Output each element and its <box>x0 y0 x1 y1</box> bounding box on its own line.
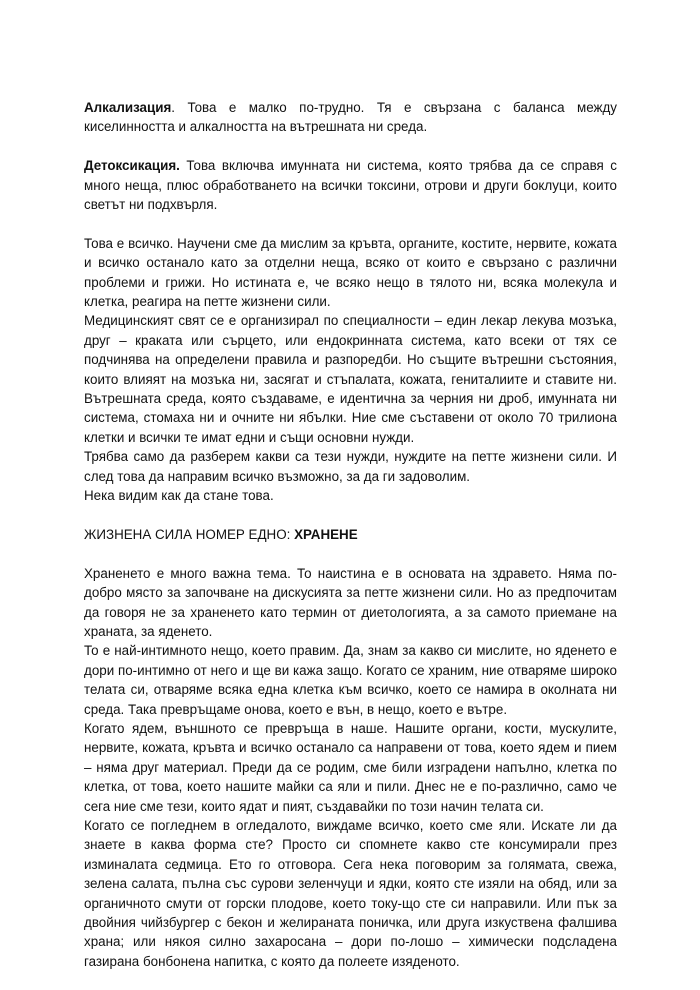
section-heading <box>84 525 617 544</box>
paragraph-nutrition-3: Когато ядем, външното се превръща в наше. Нашите органи, кости, мускулите, нервите, кожата, кръвта и всичко останало са направени от това, което ядем и пием – няма друг материал. Преди да се родим, сме били изградени напълно, клетка по клетка, от това, което нашите майки са яли и пили. Днес не е по-различно, само че сега ние сме тези, които ядат и пият, създавайки по този начин телата си. <box>84 720 617 814</box>
paragraph-detox <box>84 156 617 214</box>
text-alkalization: . Това е малко по-трудно. Тя е свързана с баланса между киселинността и алкалността на вътрешната ни среда. <box>84 100 617 135</box>
paragraph-lets-see: Нека видим как да стане това. <box>84 488 274 504</box>
paragraph-alkalization <box>84 98 617 137</box>
spacer <box>84 506 617 525</box>
paragraph-medicine: Медицинският свят се е организирал по специалности – един лекар лекува мозъка, друг – краката или сърцето, или ендокринната система, като всеки от тях се подчинява на определени правила и разпоредби. Но същите вътрешни състояния, които влияят на мозъка ни, засягат и стъпалата, кожата, гениталиите и ставите ни. Вътрешната среда, която създаваме, е идентична за черния ни дроб, имунната ни система, стомаха ни и очните ни ябълки. Ние сме съставени от около 70 трилиона клетки и всички те имат едни и същи основни нужди. <box>84 313 617 445</box>
spacer <box>84 214 617 233</box>
paragraph-nutrition-1: Храненето е много важна тема. То наистина е в основата на здравето. Няма по-добро място за започване на дискусията за петте жизнени сили. Но аз предпочитам да говоря не за храненето като термин от диетологията, а за самото приемане на храната, за яденето. <box>84 565 617 639</box>
heading-bold: ХРАНЕНЕ <box>294 526 358 542</box>
paragraph-nutrition-2: То е най-интимното нещо, което правим. Да, знам за какво си мислите, но яденето е дори по-интимно от него и ще ви кажа защо. Когато се храним, ние отваряме широко телата си, отваряме всяка една клетка към всичко, което се намира в околната ни среда. Така превръщаме онова, което е вън, в нещо, което е вътре. <box>84 643 617 717</box>
heading-prefix: ЖИЗНЕНА СИЛА НОМЕР ЕДНО: <box>84 526 295 542</box>
spacer <box>84 137 617 156</box>
paragraph-nutrition-4: Когато се погледнем в огледалото, виждаме всичко, което сме яли. Искате ли да знаете в каква форма сте? Просто си спомнете какво сте консумирали през изминалата седмица. Ето го отговора. Сега нека поговорим за голямата, свежа, зелена салата, пълна със сурови зеленчуци и ядки, която сте изяли на обяд, или за органичното смути от горски плодове, което току-що сте си направили. Или пък за двойния чийзбургер с бекон и желираната поничка, или друга изкуствена фалшива храна; или някоя силно захаросана – дори по-лошо – химически подсладена газирана бонбонена напитка, с която да полеете изяденото. <box>84 817 617 969</box>
document-body <box>84 98 617 971</box>
spacer <box>84 544 617 563</box>
term-alkalization: Алкализация <box>84 100 172 115</box>
text-detox: Това включва имунната ни система, която трябва да се справя с много неща, плюс обработването на всички токсини, отрови и други боклуци, които светът ни подхвърля. <box>84 158 617 213</box>
paragraph-needs: Трябва само да разберем какви са тези нужди, нуждите на петте жизнени сили. И след това да направим всичко възможно, за да ги задоволим. <box>84 449 617 484</box>
term-detox: Детоксикация. <box>84 158 180 174</box>
paragraph-intro: Това е всичко. Научени сме да мислим за кръвта, органите, костите, нервите, кожата и всичко останало като за отделни неща, всяко от които е свързано с различни проблеми и грижи. Но истината е, че всяко нещо в тялото ни, всяка молекула и клетка, реагира на петте жизнени сили. <box>84 235 617 310</box>
